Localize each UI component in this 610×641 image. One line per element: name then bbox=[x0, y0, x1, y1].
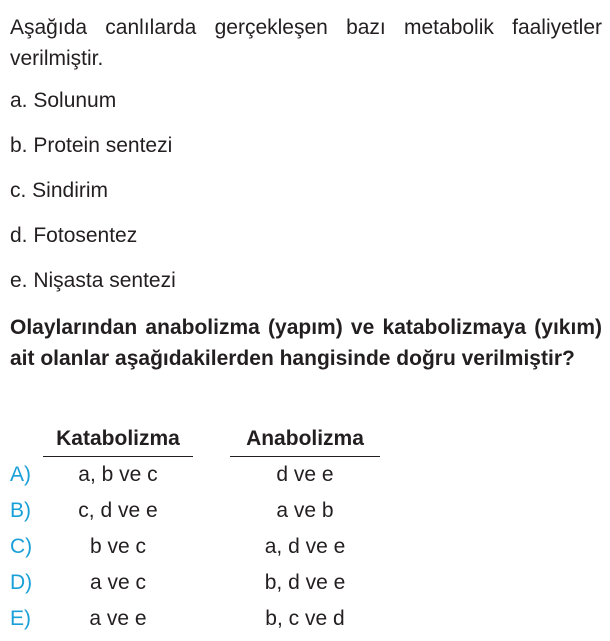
option-katabolizma: a, b ve c bbox=[78, 463, 158, 486]
option-letter[interactable]: B) bbox=[10, 499, 31, 522]
list-item-e: e. Nişasta sentezi bbox=[10, 269, 176, 292]
list-item-a: a. Solunum bbox=[10, 89, 117, 112]
question-text: Olaylarından anabolizma (yapım) ve katabolizmaya (yıkım) ait olanlar aşağıdakilerden hangisinde doğru verilmiştir? bbox=[10, 316, 602, 370]
option-anabolizma: d ve e bbox=[276, 463, 334, 486]
list-item-b: b. Protein sentezi bbox=[10, 134, 173, 157]
header-anabolizma: Anabolizma bbox=[246, 427, 364, 450]
option-katabolizma: a ve e bbox=[89, 607, 147, 630]
option-letter[interactable]: C) bbox=[10, 535, 33, 558]
option-letter[interactable]: E) bbox=[10, 607, 31, 630]
option-letter[interactable]: D) bbox=[10, 571, 33, 594]
option-row-e[interactable] bbox=[0, 605, 610, 641]
option-row-d[interactable] bbox=[0, 569, 610, 605]
option-katabolizma: b ve c bbox=[89, 535, 147, 558]
option-anabolizma: a ve b bbox=[276, 499, 334, 522]
header-rule-katabolizma bbox=[43, 456, 193, 457]
list-item-d: d. Fotosentez bbox=[10, 224, 138, 247]
option-row-a[interactable] bbox=[0, 461, 610, 497]
option-anabolizma: a, d ve e bbox=[264, 535, 346, 558]
header-katabolizma: Katabolizma bbox=[56, 427, 180, 450]
option-katabolizma: a ve c bbox=[89, 571, 147, 594]
option-row-b[interactable] bbox=[0, 497, 610, 533]
question-stem: Aşağıda canlılarda gerçekleşen bazı metabolik faaliyetler verilmiştir. bbox=[10, 16, 602, 70]
option-row-c[interactable] bbox=[0, 533, 610, 569]
option-letter[interactable]: A) bbox=[10, 463, 31, 486]
option-katabolizma: c, d ve e bbox=[78, 499, 158, 522]
option-anabolizma: b, c ve d bbox=[265, 607, 345, 630]
list-item-c: c. Sindirim bbox=[10, 179, 109, 202]
option-anabolizma: b, d ve e bbox=[264, 571, 346, 594]
header-rule-anabolizma bbox=[230, 456, 380, 457]
